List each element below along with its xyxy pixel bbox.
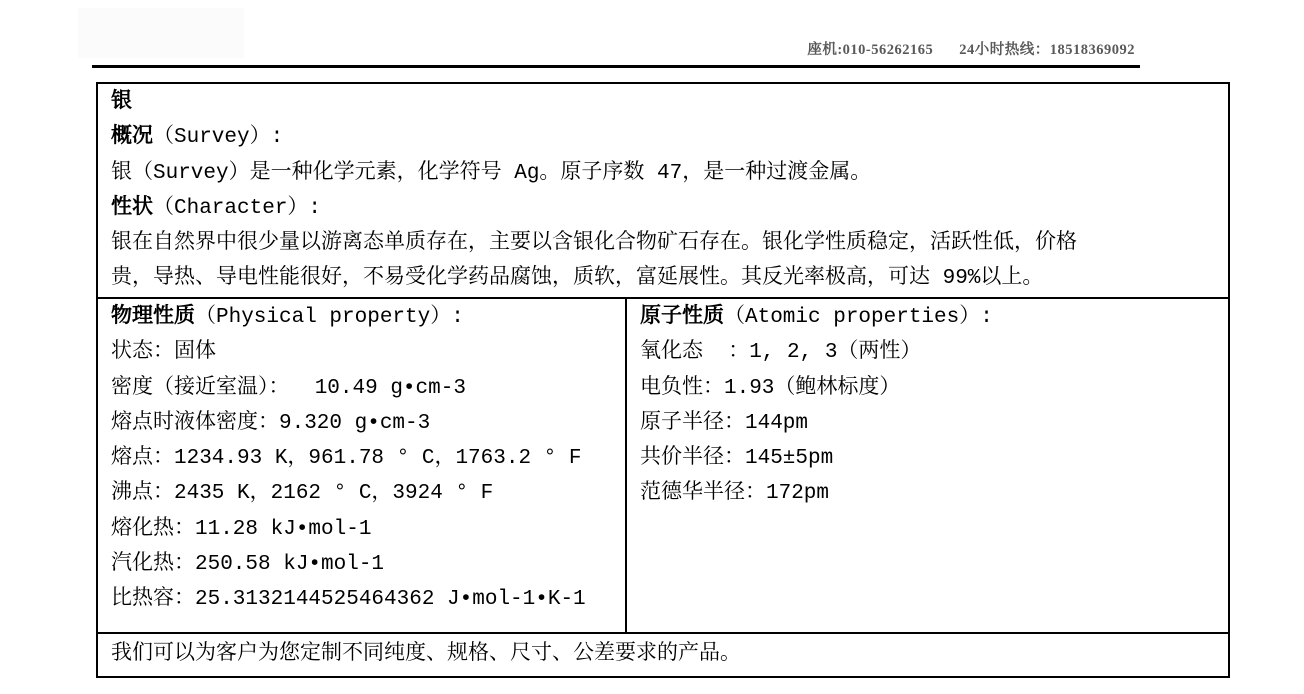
atomic-item: 共价半径：145±5pm [640,447,834,471]
character-heading [111,191,1215,226]
survey-label-suffix: （Survey）: [153,126,284,150]
custom-order-section [98,634,1228,675]
atomic-item: 范德华半径：172pm [640,482,830,506]
physical-item: 状态：固体 [111,341,216,365]
overview-section [98,84,1228,299]
physical-heading [111,300,615,335]
atomic-item: 氧化态 ：1, 2, 3（两性） [640,341,922,365]
survey-label: 概况 [111,126,153,150]
physical-item: 比热容：25.3132144525464362 J•mol-1•K-1 [111,588,586,612]
atomic-heading [640,300,1218,335]
product-info-table [96,82,1230,678]
physical-item: 密度（接近室温）： 10.49 g•cm-3 [111,376,466,400]
page-title: 银 [111,91,132,114]
logo-placeholder [78,8,244,58]
character-text-line: 贵，导热、导电性能很好，不易受化学药品腐蚀，质软，富延展性。其反光率极高，可达 99%以上。 [111,267,1044,291]
physical-item: 沸点：2435 K，2162 ° C，3924 ° F [111,482,494,506]
properties-section [98,299,1228,634]
landline-number: 座机:010-56262165 [807,42,934,58]
physical-item: 熔化热：11.28 kJ•mol-1 [111,517,372,541]
physical-item: 汽化热：250.58 kJ•mol-1 [111,553,385,577]
physical-item: 熔点时液体密度：9.320 g•cm-3 [111,411,431,435]
character-label: 性状 [111,196,153,220]
atomic-item: 电负性：1.93（鲍林标度） [640,376,901,400]
atomic-label-suffix: （Atomic properties）: [724,306,993,329]
hotline-number: 24小时热线：18518369092 [959,42,1135,58]
atomic-item: 原子半径：144pm [640,411,809,435]
physical-item: 熔点：1234.93 K，961.78 ° C，1763.2 ° F [111,447,582,471]
header-divider [92,65,1140,68]
survey-text: 银（Survey）是一种化学元素，化学符号 Ag。原子序数 47，是一种过渡金属。 [111,161,872,185]
atomic-label: 原子性质 [640,306,724,329]
character-text-line: 银在自然界中很少量以游离态单质存在，主要以含银化合物矿石存在。银化学性质稳定，活跃性低，价格 [111,232,1077,256]
custom-order-text: 我们可以为客户为您定制不同纯度、规格、尺寸、公差要求的产品。 [111,642,741,666]
atomic-properties-cell [627,299,1228,632]
contact-header [807,38,1135,59]
physical-properties-cell [98,299,627,632]
character-label-suffix: （Character）: [153,196,322,220]
physical-label: 物理性质 [111,306,195,329]
survey-heading [111,120,1215,155]
physical-label-suffix: （Physical property）: [195,306,464,329]
